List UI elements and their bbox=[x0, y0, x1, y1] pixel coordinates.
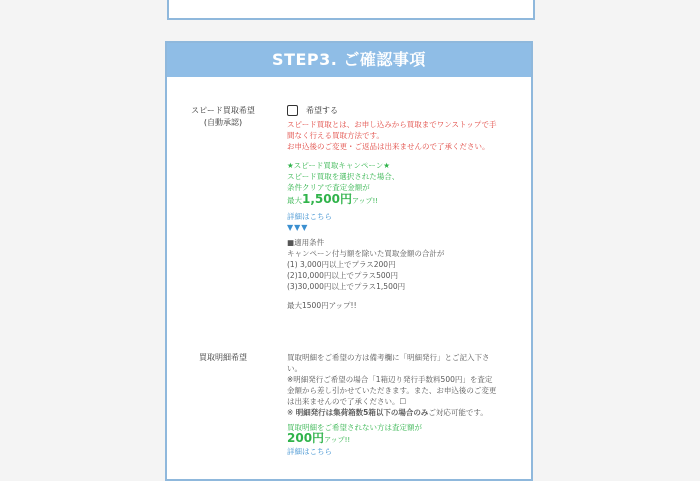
condition-item: (2)10,000円以上でプラス500円 bbox=[287, 271, 398, 280]
statement-green-line: 買取明細をご希望されない方は査定額が bbox=[287, 423, 422, 432]
conditions-intro: キャンペーン付与額を除いた買取金額の合計が bbox=[287, 249, 445, 258]
campaign-max-line bbox=[287, 194, 515, 207]
statement-line-4: 金額から差し引かせていただきます。また、お申込後のご変更 bbox=[287, 386, 497, 395]
campaign-prefix: 最大 bbox=[287, 196, 302, 205]
speed-purchase-checkbox-row[interactable] bbox=[287, 105, 515, 116]
statement-detail-link[interactable]: 詳細はこちら bbox=[287, 447, 332, 456]
max-note: 最大1500円アップ!! bbox=[287, 301, 357, 310]
statement-line-6-suffix: ご対応可能です。 bbox=[428, 408, 488, 417]
campaign-line-2: 条件クリアで査定金額が bbox=[287, 183, 370, 192]
speed-desc-1: スピード買取とは、お申し込みから買取までワンストップで手 bbox=[287, 120, 497, 129]
campaign-line-1: スピード買取を選択された場合、 bbox=[287, 172, 400, 181]
down-arrows-icon: ▼▼▼ bbox=[287, 223, 309, 232]
step3-header: STEP3. ご確認事項 bbox=[167, 43, 531, 77]
campaign-suffix: アップ!! bbox=[351, 197, 379, 205]
statement-amount-suffix: アップ!! bbox=[324, 436, 351, 444]
campaign-title: ★スピード買取キャンペーン★ bbox=[287, 161, 390, 170]
statement-content bbox=[287, 352, 515, 457]
statement-line-6-prefix: ※ bbox=[287, 408, 294, 417]
conditions-title: ■適用条件 bbox=[287, 238, 325, 247]
speed-purchase-label bbox=[181, 105, 265, 129]
statement-line-6 bbox=[287, 407, 515, 418]
statement-line-1: 買取明細をご希望の方は備考欄に「明細発行」とご記入下さ bbox=[287, 353, 490, 362]
statement-line-2: い。 bbox=[287, 364, 302, 373]
statement-line-5: は出来ませんので了承ください。☐ bbox=[287, 397, 407, 406]
step3-panel bbox=[165, 41, 533, 481]
speed-purchase-content bbox=[287, 105, 515, 311]
speed-purchase-checkbox[interactable] bbox=[287, 105, 298, 116]
campaign-amount: 1,500円 bbox=[302, 192, 352, 206]
statement-label: 買取明細希望 bbox=[199, 353, 247, 362]
speed-purchase-label-sub: (自動承認) bbox=[203, 118, 243, 127]
statement-amount: 200円 bbox=[287, 431, 325, 445]
speed-detail-link[interactable]: 詳細はこちら bbox=[287, 212, 332, 221]
condition-item: (1) 3,000円以上でプラス200円 bbox=[287, 260, 396, 269]
statement-line-6-bold: 明細発行は集荷箱数5箱以下の場合のみ bbox=[295, 408, 429, 417]
statement-amount-line bbox=[287, 433, 515, 446]
statement-line-3: ※明細発行ご希望の場合「1箱辺り発行手数料500円」を査定 bbox=[287, 375, 493, 384]
speed-purchase-label-main: スピード買取希望 bbox=[191, 106, 255, 115]
speed-purchase-checkbox-label[interactable]: 希望する bbox=[306, 106, 338, 115]
speed-desc-3: お申込後のご変更・ご返品は出来ませんので了承ください。 bbox=[287, 142, 490, 151]
condition-item: (3)30,000円以上でプラス1,500円 bbox=[287, 282, 406, 291]
speed-desc-2: 間なく行える買取方法です。 bbox=[287, 131, 384, 140]
previous-step-panel bbox=[167, 0, 535, 20]
